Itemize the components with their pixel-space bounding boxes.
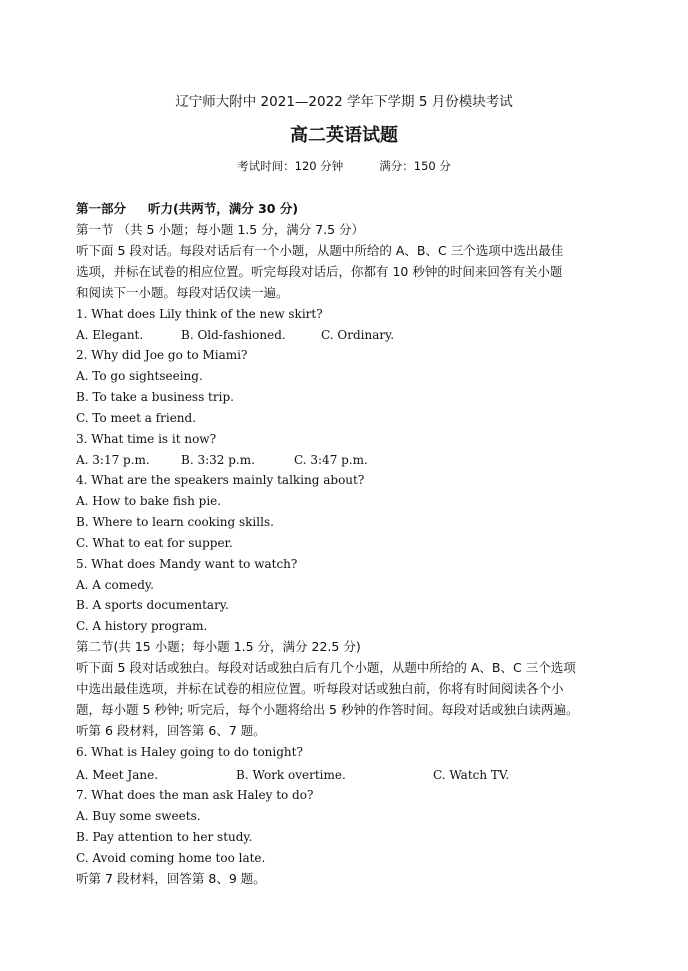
material-7-label: 听第 7 段材料，回答第 8、9 题。	[76, 871, 266, 886]
question-1-option-c: C. Ordinary.	[321, 328, 395, 342]
question-7-option-c: C. Avoid coming home too late.	[76, 851, 266, 865]
section2-instruction-line: 中选出最佳选项，并标在试卷的相应位置。听每段对话或独白前，你将有时间阅读各个小	[76, 681, 564, 696]
question-6-stem: 6. What is Haley going to do tonight?	[76, 745, 303, 759]
question-6-option-b: B. Work overtime.	[236, 768, 346, 782]
question-3-option-b: B. 3:32 p.m.	[181, 453, 255, 467]
section2-heading: 第二节(共 15 小题；每小题 1.5 分，满分 22.5 分)	[76, 639, 361, 654]
question-4-option-a: A. How to bake fish pie.	[76, 494, 222, 508]
question-3-option-a: A. 3:17 p.m.	[76, 453, 150, 467]
material-6-label: 听第 6 段材料，回答第 6、7 题。	[76, 723, 266, 738]
exam-info	[0, 158, 688, 174]
question-2-option-a: A. To go sightseeing.	[76, 369, 203, 383]
question-3-stem: 3. What time is it now?	[76, 432, 217, 446]
question-5-option-c: C. A history program.	[76, 619, 208, 633]
question-5-option-a: A. A comedy.	[76, 578, 154, 592]
question-2-option-c: C. To meet a friend.	[76, 411, 197, 425]
question-6-option-c: C. Watch TV.	[433, 768, 510, 782]
part1-heading-right: 听力(共两节，满分 30 分)	[148, 201, 299, 216]
exam-time: 考试时间：120 分钟	[237, 159, 344, 173]
question-4-stem: 4. What are the speakers mainly talking about?	[76, 473, 365, 487]
question-4-option-b: B. Where to learn cooking skills.	[76, 515, 274, 529]
section1-instruction-line: 选项，并标在试卷的相应位置。听完每段对话后，你都有 10 秒钟的时间来回答有关小题	[76, 264, 563, 279]
section1-instruction-line: 听下面 5 段对话。每段对话后有一个小题，从题中所给的 A、B、C 三个选项中选出最佳	[76, 243, 564, 258]
section1-heading: 第一节 （共 5 小题；每小题 1.5 分，满分 7.5 分）	[76, 222, 365, 237]
section1-instruction-line: 和阅读下一小题。每段对话仅读一遍。	[76, 285, 289, 300]
question-2-option-b: B. To take a business trip.	[76, 390, 234, 404]
question-1-stem: 1. What does Lily think of the new skirt?	[76, 307, 323, 321]
section2-instruction-line: 听下面 5 段对话或独白。每段对话或独白后有几个小题，从题中所给的 A、B、C 三个选项	[76, 660, 576, 675]
question-6-option-a: A. Meet Jane.	[76, 768, 159, 782]
question-7-option-b: B. Pay attention to her study.	[76, 830, 253, 844]
question-7-option-a: A. Buy some sweets.	[76, 809, 201, 823]
section2-instruction-line: 题，每小题 5 秒钟; 听完后，每个小题将给出 5 秒钟的作答时间。每段对话或独白读两遍。	[76, 702, 579, 717]
subject-title: 高二英语试题	[290, 125, 398, 146]
question-3-option-c: C. 3:47 p.m.	[294, 453, 368, 467]
part1-heading	[76, 201, 298, 217]
question-2-stem: 2. Why did Joe go to Miami?	[76, 348, 248, 362]
exam-name: 辽宁师大附中 2021—2022 学年下学期 5 月份模块考试	[175, 94, 513, 110]
question-1-option-a: A. Elegant.	[76, 328, 144, 342]
question-5-stem: 5. What does Mandy want to watch?	[76, 557, 298, 571]
part1-heading-left: 第一部分	[76, 201, 127, 216]
exam-score: 满分：150 分	[379, 159, 451, 173]
question-4-option-c: C. What to eat for supper.	[76, 536, 233, 550]
question-7-stem: 7. What does the man ask Haley to do?	[76, 788, 314, 802]
question-5-option-b: B. A sports documentary.	[76, 598, 229, 612]
question-1-option-b: B. Old-fashioned.	[181, 328, 286, 342]
